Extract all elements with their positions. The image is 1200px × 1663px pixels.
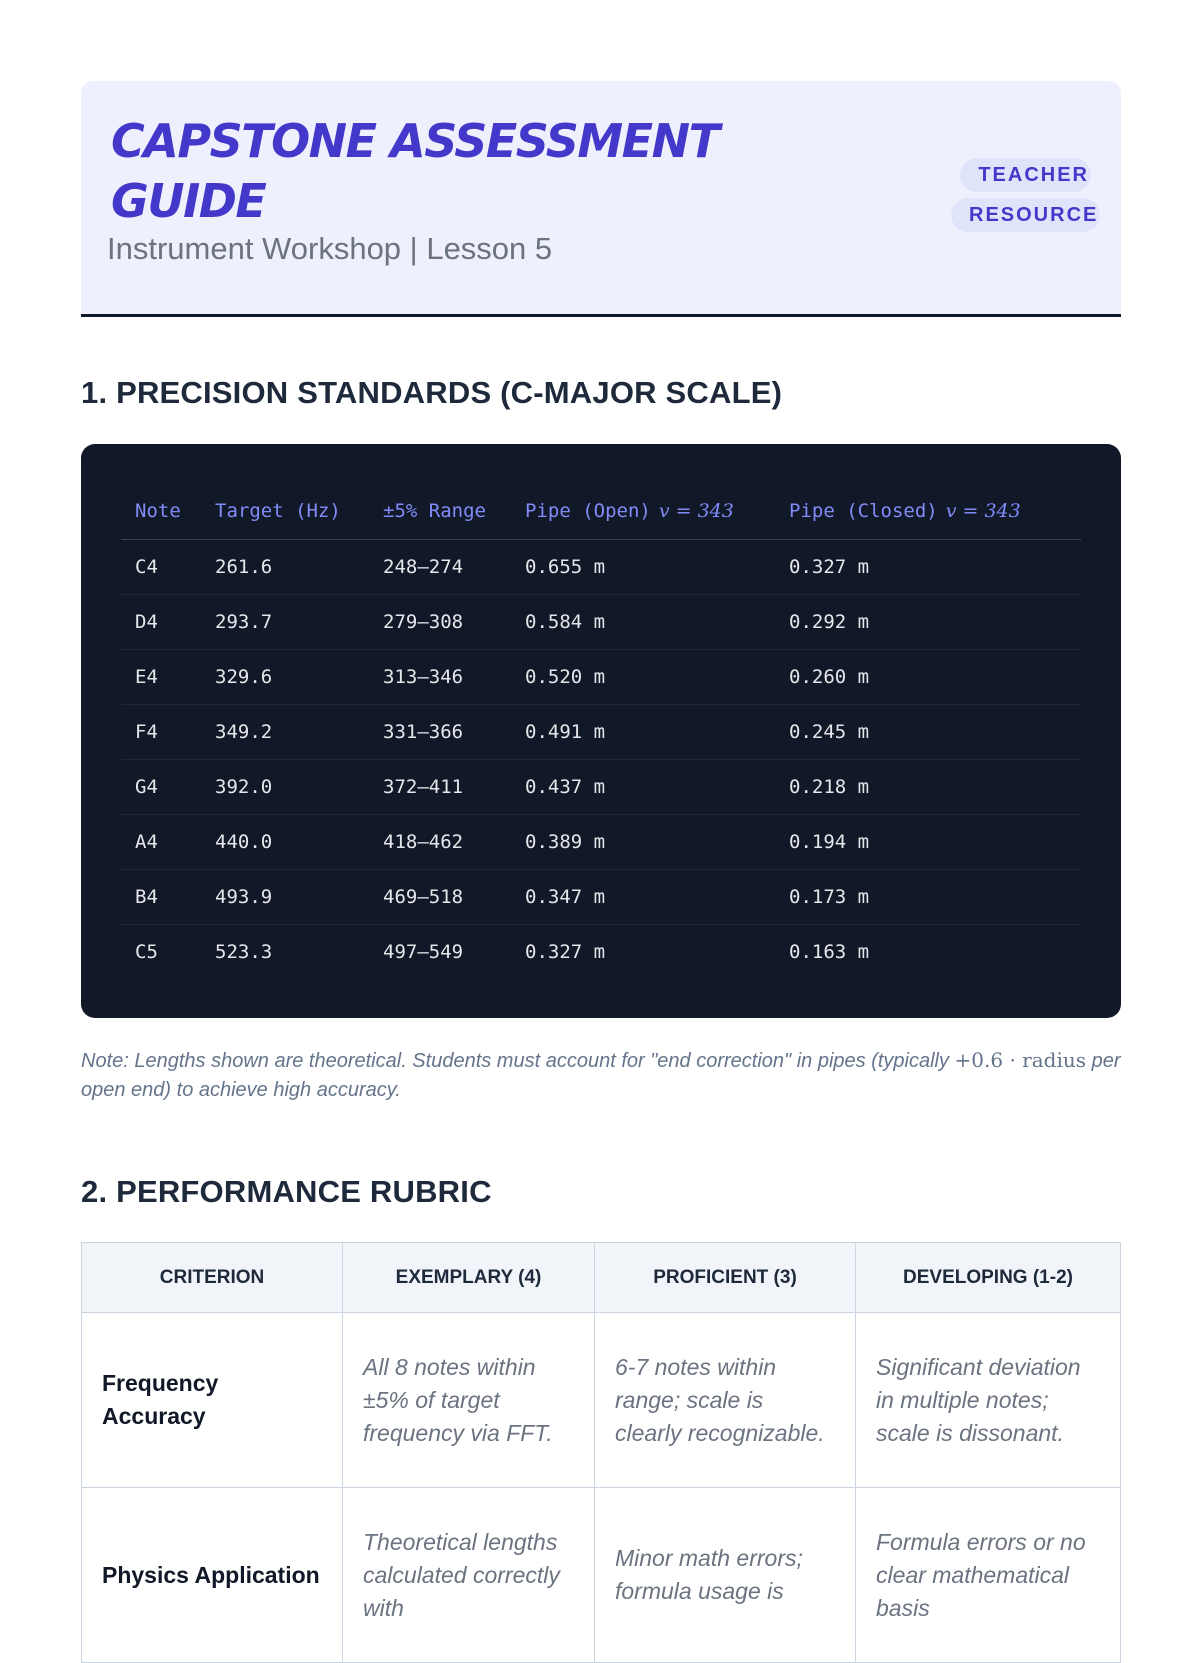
- col-range: ±5% Range: [369, 484, 511, 539]
- cell-pipe-closed: 0.327 m: [775, 539, 1081, 594]
- cell-note: E4: [121, 649, 201, 704]
- page-title: CAPSTONE ASSESSMENT GUIDE: [111, 114, 719, 228]
- cell-pipe-closed: 0.194 m: [775, 814, 1081, 869]
- cell-pipe-closed: 0.292 m: [775, 594, 1081, 649]
- precision-panel: [81, 444, 1121, 1018]
- cell-target: 349.2: [201, 704, 369, 759]
- cell-target: 392.0: [201, 759, 369, 814]
- note-prefix: Note: Lengths shown are theoretical. Students must account for "end correction" in pipes (typically: [81, 1050, 955, 1072]
- cell-target: 440.0: [201, 814, 369, 869]
- note-suffix: per open end) to achieve high accuracy.: [81, 1050, 1121, 1101]
- precision-row: [121, 759, 1081, 814]
- rubric-header-row: [82, 1243, 1121, 1313]
- cell-note: B4: [121, 869, 201, 924]
- col-note: Note: [121, 484, 201, 539]
- rubric-row: [82, 1488, 1121, 1663]
- speed-label-open: v = 343: [658, 500, 734, 523]
- precision-row: [121, 649, 1081, 704]
- cell-note: A4: [121, 814, 201, 869]
- cell-pipe-closed: 0.173 m: [775, 869, 1081, 924]
- rubric-col-exemplary: EXEMPLARY (4): [343, 1243, 595, 1313]
- col-pipe-open: [511, 484, 775, 539]
- rubric-col-developing: DEVELOPING (1-2): [856, 1243, 1121, 1313]
- rubric-criterion: Frequency Accuracy: [82, 1313, 343, 1488]
- cell-pipe-open: 0.389 m: [511, 814, 775, 869]
- cell-target: 293.7: [201, 594, 369, 649]
- speed-label-closed: v = 343: [945, 500, 1021, 523]
- cell-pipe-open: 0.655 m: [511, 539, 775, 594]
- cell-target: 493.9: [201, 869, 369, 924]
- rubric-col-criterion: CRITERION: [82, 1243, 343, 1313]
- cell-pipe-open: 0.347 m: [511, 869, 775, 924]
- col-pipe-open-label: Pipe (Open): [525, 500, 651, 523]
- cell-pipe-closed: 0.163 m: [789, 940, 870, 963]
- cell-target: 523.3: [215, 940, 273, 963]
- precision-row: [121, 924, 1081, 979]
- precision-table: [121, 484, 1081, 979]
- col-pipe-closed-label: Pipe (Closed): [789, 500, 938, 523]
- cell-range: 372–411: [369, 759, 511, 814]
- resource-badge: [951, 155, 1099, 235]
- cell-pipe-open: 0.327 m: [525, 940, 606, 963]
- precision-row: [121, 704, 1081, 759]
- cell-pipe-open: 0.584 m: [511, 594, 775, 649]
- cell-pipe-closed: 0.260 m: [775, 649, 1081, 704]
- cell-note: G4: [121, 759, 201, 814]
- col-target: Target (Hz): [201, 484, 369, 539]
- cell-target: 261.6: [201, 539, 369, 594]
- precision-header-row: [121, 484, 1081, 539]
- rubric-col-proficient: PROFICIENT (3): [595, 1243, 856, 1313]
- resource-badge-label: TEACHER RESOURCE: [951, 158, 1100, 232]
- precision-row: [121, 594, 1081, 649]
- cell-range: 497–549: [383, 940, 464, 963]
- rubric-table: [81, 1242, 1121, 1663]
- cell-note: F4: [121, 704, 201, 759]
- rubric-developing: Significant deviation in multiple notes; scale is dissonant.: [856, 1313, 1121, 1488]
- cell-range: 279–308: [369, 594, 511, 649]
- cell-pipe-open: 0.520 m: [511, 649, 775, 704]
- page-subtitle: Instrument Workshop | Lesson 5: [107, 231, 553, 266]
- cell-note: C5: [135, 940, 158, 963]
- cell-pipe-open: 0.491 m: [511, 704, 775, 759]
- precision-row: [121, 539, 1081, 594]
- col-pipe-closed: [775, 484, 1081, 539]
- precision-row: [121, 814, 1081, 869]
- cell-pipe-open: 0.437 m: [511, 759, 775, 814]
- rubric-exemplary: Theoretical lengths calculated correctly with: [343, 1488, 595, 1663]
- rubric-proficient: 6-7 notes within range; scale is clearly recognizable.: [595, 1313, 856, 1488]
- precision-row: [121, 869, 1081, 924]
- cell-note: C4: [121, 539, 201, 594]
- cell-target: 329.6: [201, 649, 369, 704]
- rubric-criterion: Physics Application: [82, 1488, 343, 1663]
- cell-range: 313–346: [369, 649, 511, 704]
- cell-range: 418–462: [369, 814, 511, 869]
- cell-range: 331–366: [369, 704, 511, 759]
- cell-pipe-closed: 0.218 m: [775, 759, 1081, 814]
- section-title-rubric: 2. PERFORMANCE RUBRIC: [81, 1174, 492, 1209]
- note-formula: +0.6 · radius: [954, 1048, 1087, 1072]
- cell-pipe-closed: 0.245 m: [775, 704, 1081, 759]
- section-title-precision: 1. PRECISION STANDARDS (C-MAJOR SCALE): [81, 375, 783, 410]
- cell-range: 469–518: [369, 869, 511, 924]
- header-banner: [81, 81, 1121, 317]
- cell-note: D4: [121, 594, 201, 649]
- rubric-proficient: Minor math errors; formula usage is: [595, 1488, 856, 1663]
- rubric-row: [82, 1313, 1121, 1488]
- cell-range: 248–274: [369, 539, 511, 594]
- rubric-exemplary: All 8 notes within ±5% of target frequency via FFT.: [343, 1313, 595, 1488]
- rubric-developing: Formula errors or no clear mathematical basis: [856, 1488, 1121, 1663]
- end-correction-note: [81, 1046, 1121, 1105]
